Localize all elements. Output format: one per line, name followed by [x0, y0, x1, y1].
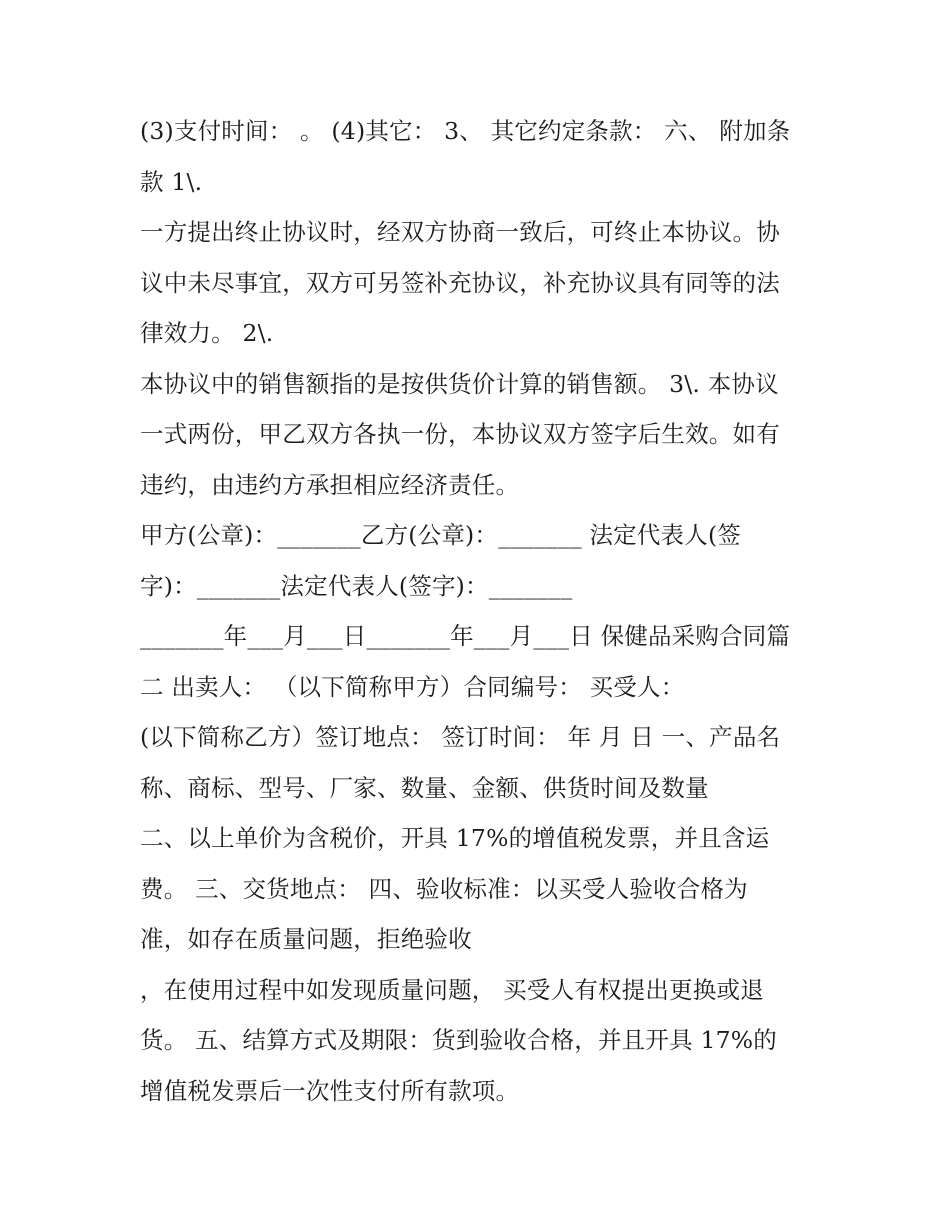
text-line: 本协议中的销售额指的是按供货价计算的销售额。 3\. 本协议	[140, 369, 779, 398]
date-line: _______年___月___日_______年___月___日 保健品采购合同篇	[140, 622, 791, 650]
contract-text	[140, 106, 820, 1116]
text-line: 二 出卖人： （以下简称甲方）合同编号： 买受人：	[140, 672, 685, 701]
text-line: ，在使用过程中如发现质量问题， 买受人有权提出更换或退	[140, 975, 764, 1004]
text-line: (以下简称乙方）签订地点： 签订时间： 年 月 日 一、产品名	[140, 723, 781, 751]
text-line: 准，如存在质量问题，拒绝验收	[140, 925, 472, 953]
text-line: 费。 三、交货地点： 四、验收标准：以买受人验收合格为	[140, 874, 748, 903]
text-line: 款 1\.	[140, 167, 203, 196]
signature-line: 甲方(公章)：_______乙方(公章)：_______ 法定代表人(签	[140, 521, 742, 549]
text-line: 一式两份，甲乙双方各执一份，本协议双方签字后生效。如有	[140, 420, 780, 448]
text-line: 议中未尽事宜，双方可另签补充协议，补充协议具有同等的法	[140, 268, 780, 297]
text-line: 增值税发票后一次性支付所有款项。	[140, 1076, 520, 1105]
text-line: (3)支付时间： 。 (4)其它： 3、 其它约定条款： 六、 附加条	[140, 117, 791, 145]
text-line: 二、以上单价为含税价，开具 17%的增值税发票，并且含运	[140, 824, 770, 852]
text-line: 一方提出终止协议时，经双方协商一致后，可终止本协议。协	[140, 218, 780, 246]
text-line: 律效力。 2\.	[140, 319, 274, 347]
text-line: 称、商标、型号、厂家、数量、金额、供货时间及数量	[140, 773, 709, 802]
text-line: 违约，由违约方承担相应经济责任。	[140, 470, 520, 499]
text-line: 货。 五、结算方式及期限：货到验收合格，并且开具 17%的	[140, 1026, 777, 1054]
signature-line: 字)：_______法定代表人(签字)：_______	[140, 571, 573, 600]
